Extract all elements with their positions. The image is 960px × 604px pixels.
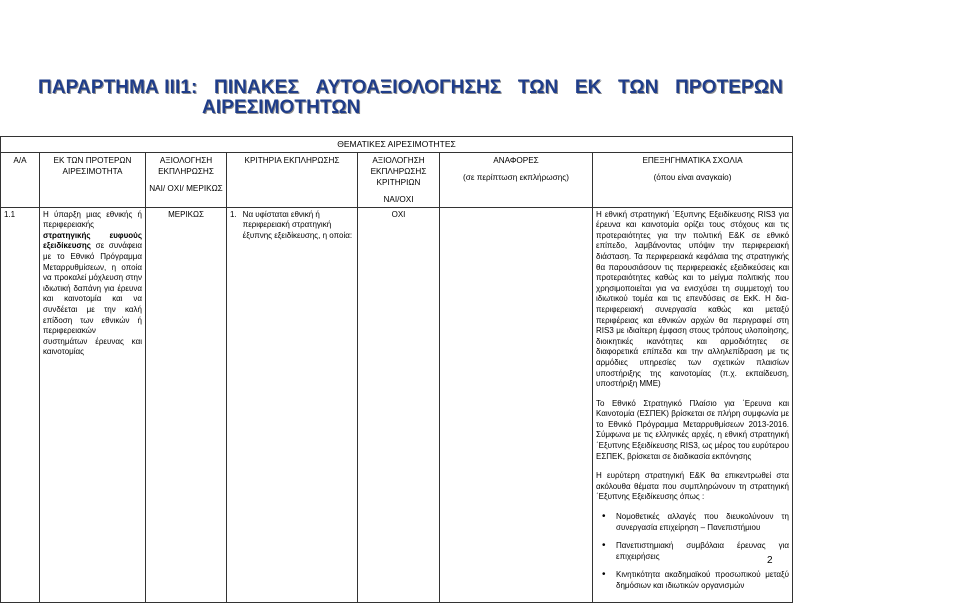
header-evaluation xyxy=(146,152,227,207)
cell-evaluation: ΜΕΡΙΚΩΣ xyxy=(146,207,227,602)
title-word: ΠΑΡΑΡΤΗΜΑ ΙΙΙ1: xyxy=(38,77,198,98)
title-word: ΤΩΝ xyxy=(517,77,559,98)
page-title xyxy=(38,78,783,118)
header-comments-main: ΕΠΕΞΗΓΗΜΑΤΙΚΑ ΣΧΟΛΙΑ xyxy=(642,155,743,165)
table-row xyxy=(1,207,793,602)
header-criteria: ΚΡΙΤΗΡΙΑ ΕΚΠΛΗΡΩΣΗΣ xyxy=(227,152,358,207)
header-comments-sub: (όπου είναι αναγκαίο) xyxy=(653,172,732,182)
header-references-sub: (σε περίπτωση εκπλήρωσης) xyxy=(463,172,569,182)
header-ek: ΕΚ ΤΩΝ ΠΡΟΤΕΡΩΝ ΑΙΡΕΣΙΜΟΤΗΤΑ xyxy=(40,152,146,207)
column-header-row xyxy=(1,152,793,207)
group-header-row xyxy=(1,137,793,153)
cell-references xyxy=(440,207,593,602)
criterion-text: Να υφίσταται εθνική ή περιφερειακή στρατηγική έξυπνης εξειδίκευσης, η οποία: xyxy=(242,209,353,240)
title-word: ΑΥΤΟΑΞΙΟΛΟΓΗΣΗΣ xyxy=(315,77,502,98)
group-header: ΘΕΜΑΤΙΚΕΣ ΑΙΡΕΣΙΜΟΤΗΤΕΣ xyxy=(1,137,793,153)
cell-criteria-evaluation: ΟΧΙ xyxy=(358,207,440,602)
header-criteria-evaluation-main: ΑΞΙΟΛΟΓΗΣΗ ΕΚΠΛΗΡΩΣΗΣ ΚΡΙΤΗΡΙΩΝ xyxy=(370,155,427,187)
self-assessment-table xyxy=(0,136,793,603)
title-line-1 xyxy=(38,78,783,98)
header-references xyxy=(440,152,593,207)
cell-comments xyxy=(593,207,793,602)
header-evaluation-sub: ΝΑΙ/ ΟΧΙ/ ΜΕΡΙΚΩΣ xyxy=(149,183,223,193)
comment-paragraph-2: Το Εθνικό Στρατηγικό Πλαίσιο για ΄Ερευνα και Καινοτομία (ΕΣΠΕΚ) βρίσκεται σε πλήρη συμφωνία με το Εθνικό Πρόγραμμα Μεταρρυθμίσεων 2013-2016. Σύμφωνα με τις ελληνικές αρχές, η εθνική στρατηγική ΄Εξυπνης Εξειδίκευσης RIS3, ως μέρος του ευρύτερου ΕΣΠΕΚ, βρίσκεται σε διαδικασία εκπόνησης xyxy=(596,398,790,461)
header-aa: Α/Α xyxy=(1,152,40,207)
title-word: ΠΡΟΤΕΡΩΝ xyxy=(675,77,783,98)
page-number: 2 xyxy=(767,555,773,566)
list-item: • Κινητικότητα ακαδημαϊκού προσωπικού μεταξύ δημόσιων και ιδιωτικών οργανισμών xyxy=(616,570,789,591)
title-word: ΕΚ xyxy=(574,77,602,98)
title-line-2: ΑΙΡΕΣΙΜΟΤΗΤΩΝ xyxy=(202,97,361,118)
title-word: ΤΩΝ xyxy=(618,77,659,98)
comment-paragraph-1: Η εθνική στρατηγική ΄Εξυπνης Εξειδίκευσης RIS3 για έρευνα και καινοτομία ορίζει τους στόχους και τις προτεραιότητες για την πολιτική Ε&Κ σε εθνικό επίπεδο, λαμβάνοντας υπόψιν την περιφερειακή διάσταση. Τα περιφερειακά κεφάλαια της στρατηγικής θα παρουσιάσουν τις περιφερειακές εξειδικεύσεις και προτεραιότητες καθώς και το μείγμα πολιτικής που χρησιμοποιείται για να ενισχύσει τη συμμετοχή του ιδιωτικού τομέα και τις επενδύσεις σε ΕκΚ. Η δια- περιφερειακή συνεργασία καθώς και μεταξύ περιφέρειας και εθνικών αρχών θα περιγραφεί στη RIS3 με ιδιαίτερη έμφαση στους τρόπους υλοποίησης, διοικητικές ικανότητες και αρμοδιότητες σε διαφορετικά επίπεδα και την αλληλεπίδραση με τις αρμόδιες υπηρεσίες των σχετικών πλαισίων υποστήριξης της καινοτομίας (π.χ. εκπαίδευση, υποστήριξη ΜΜΕ) xyxy=(596,209,790,389)
comment-paragraph-3: Η ευρύτερη στρατηγική Ε&Κ θα επικεντρωθεί στα ακόλουθα θέματα που συμπληρώνουν τη στρατηγική ΄Εξυπνης Εξειδίκευσης όπως : xyxy=(596,471,790,502)
header-references-main: ΑΝΑΦΟΡΕΣ xyxy=(493,155,539,165)
header-criteria-evaluation-sub: ΝΑΙ/ΟΧΙ xyxy=(383,194,414,204)
header-comments xyxy=(593,152,793,207)
ek-text-start: Η ύπαρξη μιας εθνικής ή περιφερειακής xyxy=(43,209,142,230)
header-evaluation-main: ΑΞΙΟΛΟΓΗΣΗ ΕΚΠΛΗΡΩΣΗΣ xyxy=(158,155,214,176)
header-criteria-evaluation xyxy=(358,152,440,207)
comment-bullet-list xyxy=(596,512,789,592)
cell-criteria xyxy=(227,207,358,602)
list-item: • Νομοθετικές αλλαγές που διευκολύνουν τη συνεργασία επιχείρηση – Πανεπιστήμιου xyxy=(616,512,789,533)
ek-text-end: σε συνάφεια με το Εθνικό Πρόγραμμα Μεταρρυθμίσεων, η οποία να προκαλεί μόχλευση στην ιδιωτική δαπάνη για έρευνα και καινοτομία και να συνδέεται με την καλή επίδοση των εθνικών ή περιφερειακών συστημάτων έρευνας και καινοτομίας xyxy=(43,241,142,357)
criterion-number: 1. xyxy=(230,209,237,219)
list-item: • Πανεπιστημιακή συμβόλαια έρευνας για επιχειρήσεις xyxy=(616,541,789,562)
cell-ek xyxy=(40,207,146,602)
cell-aa: 1.1 xyxy=(1,207,40,602)
title-word: ΠΙΝΑΚΕΣ xyxy=(214,77,299,98)
ek-text-bold: στρατηγικής ευφυούς εξειδίκευσης xyxy=(43,230,142,251)
